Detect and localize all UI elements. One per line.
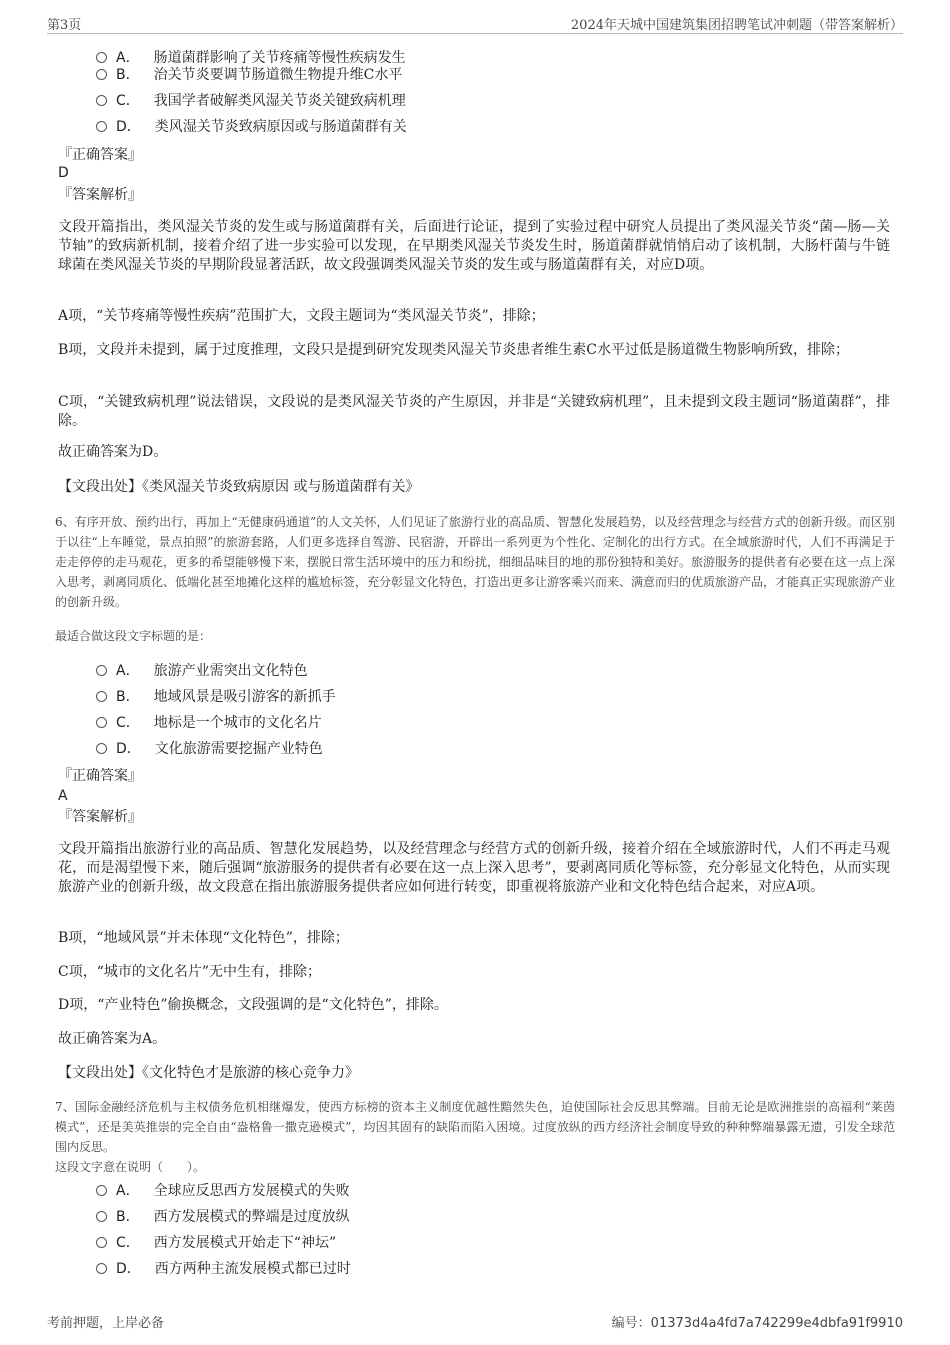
radio-icon[interactable] bbox=[96, 1211, 107, 1222]
q6-analysis-label: 『答案解析』 bbox=[58, 809, 142, 825]
footer-slogan: 考前押题，上岸必备 bbox=[47, 1316, 165, 1331]
document-code: 编号：01373d4a4fd7a742299e4dbfa91f9910 bbox=[611, 1316, 903, 1331]
radio-icon[interactable] bbox=[96, 95, 107, 106]
radio-icon[interactable] bbox=[96, 121, 107, 132]
q7-option-a[interactable]: A． 全球应反思西方发展模式的失败 bbox=[96, 1182, 350, 1200]
q5-option-b[interactable]: B． 治关节炎要调节肠道微生物提升维C水平 bbox=[96, 66, 402, 84]
q7-option-b[interactable]: B． 西方发展模式的弊端是过度放纵 bbox=[96, 1208, 350, 1226]
q6-option-a[interactable]: A． 旅游产业需突出文化特色 bbox=[96, 662, 308, 680]
radio-icon[interactable] bbox=[96, 1237, 107, 1248]
header-divider bbox=[47, 33, 903, 34]
document-title: 2024年天城中国建筑集团招聘笔试冲刺题（带答案解析） bbox=[570, 18, 903, 33]
q6-option-d[interactable]: D． 文化旅游需要挖掘产业特色 bbox=[96, 740, 323, 758]
q5-option-d[interactable]: D． 类风湿关节炎致病原因或与肠道菌群有关 bbox=[96, 118, 407, 136]
q6-stem: 6、有序开放、预约出行，再加上“无健康码通道”的人文关怀，人们见证了旅游行业的高品质、智慧化发展趋势，以及经营理念与经营方式的创新升级。而区别于以往“上车睡觉，景点拍照”的旅游套路，人们更多选择自驾游、民宿游，开辟出一系列更为个性化、定制化的出行方式。在全域旅游时代，人们不再满足于走走停停的走马观花，更多的希望能够慢下来，摆脱日常生活环境中的压力和纷扰，细细品味目的地的那份独特和美好。旅游服务的提供者有必要在这一点上深入思考，剥离同质化、低端化甚至地摊化这样的尴尬标签，充分彰显文化特色，打造出更多让游客乘兴而来、满意而归的优质旅游产品，才能真正实现旅游产业的创新升级。 bbox=[55, 515, 896, 609]
q5-source: 【文段出处】《类风湿关节炎致病原因 或与肠道菌群有关》 bbox=[58, 479, 420, 495]
q5-analysis-conclusion: 故正确答案为D。 bbox=[58, 444, 168, 460]
radio-icon[interactable] bbox=[96, 69, 107, 80]
q7-option-c[interactable]: C． 西方发展模式开始走下“神坛” bbox=[96, 1234, 336, 1252]
q5-analysis-option-a: A项，“关节疼痛等慢性疾病”范围扩大，文段主题词为“类风湿关节炎”，排除； bbox=[58, 308, 545, 324]
radio-icon[interactable] bbox=[96, 691, 107, 702]
radio-icon[interactable] bbox=[96, 1185, 107, 1196]
q6-analysis-option-b: B项，“地域风景”并未体现“文化特色”，排除； bbox=[58, 930, 349, 946]
q6-answer-label: 『正确答案』 bbox=[58, 768, 142, 784]
q5-option-a[interactable]: A． 肠道菌群影响了关节疼痛等慢性疾病发生 bbox=[96, 49, 406, 67]
q6-answer: A bbox=[58, 788, 68, 804]
q5-analysis-label: 『答案解析』 bbox=[58, 187, 142, 203]
radio-icon[interactable] bbox=[96, 743, 107, 754]
page-number: 第3页 bbox=[47, 18, 82, 33]
q6-source: 【文段出处】《文化特色才是旅游的核心竞争力》 bbox=[58, 1065, 359, 1081]
q5-analysis-paragraph: 文段开篇指出，类风湿关节炎的发生或与肠道菌群有关，后面进行论证，提到了实验过程中研究人员提出了类风湿关节炎“菌—肠—关节轴”的致病新机制，接着介绍了进一步实验可以发现，在早期类风湿关节炎发生时，肠道菌群就悄悄启动了该机制，大肠杆菌与牛链球菌在类风湿关节炎的早期阶段显著活跃，故文段强调类风湿关节炎的发生或与肠道菌群有关，对应D项。 bbox=[58, 219, 890, 273]
q5-option-c[interactable]: C． 我国学者破解类风湿关节炎关键致病机理 bbox=[96, 92, 406, 110]
q6-prompt: 最适合做这段文字标题的是： bbox=[55, 629, 212, 643]
q6-option-c[interactable]: C． 地标是一个城市的文化名片 bbox=[96, 714, 322, 732]
q7-stem: 7、国际金融经济危机与主权债务危机相继爆发，使西方标榜的资本主义制度优越性黯然失色，迫使国际社会反思其弊端。目前无论是欧洲推崇的高福利“莱茵模式”，还是美英推崇的完全自由“盎格鲁一撒克逊模式”，均因其固有的缺陷而陷入困境。过度放纵的西方经济社会制度导致的种种弊端暴露无遗，引发全球范围内反思。 bbox=[55, 1100, 895, 1154]
radio-icon[interactable] bbox=[96, 665, 107, 676]
q6-analysis-conclusion: 故正确答案为A。 bbox=[58, 1031, 167, 1047]
q6-option-b[interactable]: B． 地域风景是吸引游客的新抓手 bbox=[96, 688, 336, 706]
q6-analysis-option-c: C项，“城市的文化名片”无中生有，排除； bbox=[58, 964, 322, 980]
q6-analysis-paragraph: 文段开篇指出旅游行业的高品质、智慧化发展趋势，以及经营理念与经营方式的创新升级，接着介绍在全域旅游时代，人们不再走马观花，而是渴望慢下来，随后强调“旅游服务的提供者有必要在这一点上深入思考”，要剥离同质化等标签，充分彰显文化特色，从而实现旅游产业的创新升级，故文段意在指出旅游服务提供者应如何进行转变，即重视将旅游产业和文化特色结合起来，对应A项。 bbox=[58, 841, 890, 895]
q6-analysis-option-d: D项，“产业特色”偷换概念，文段强调的是“文化特色”，排除。 bbox=[58, 997, 448, 1013]
q5-analysis-option-c: C项，“关键致病机理”说法错误，文段说的是类风湿关节炎的产生原因，并非是“关键致病机理”，且未提到文段主题词“肠道菌群”，排除。 bbox=[58, 394, 890, 429]
q7-option-d[interactable]: D． 西方两种主流发展模式都已过时 bbox=[96, 1260, 351, 1278]
radio-icon[interactable] bbox=[96, 717, 107, 728]
q5-answer-label: 『正确答案』 bbox=[58, 147, 142, 163]
q5-analysis-option-b: B项，文段并未提到，属于过度推理，文段只是提到研究发现类风湿关节炎患者维生素C水平过低是肠道微生物影响所致，排除； bbox=[58, 342, 849, 358]
radio-icon[interactable] bbox=[96, 52, 107, 63]
q7-prompt: 这段文字意在说明（ ）。 bbox=[55, 1160, 206, 1174]
radio-icon[interactable] bbox=[96, 1263, 107, 1274]
q5-answer: D bbox=[58, 165, 69, 181]
